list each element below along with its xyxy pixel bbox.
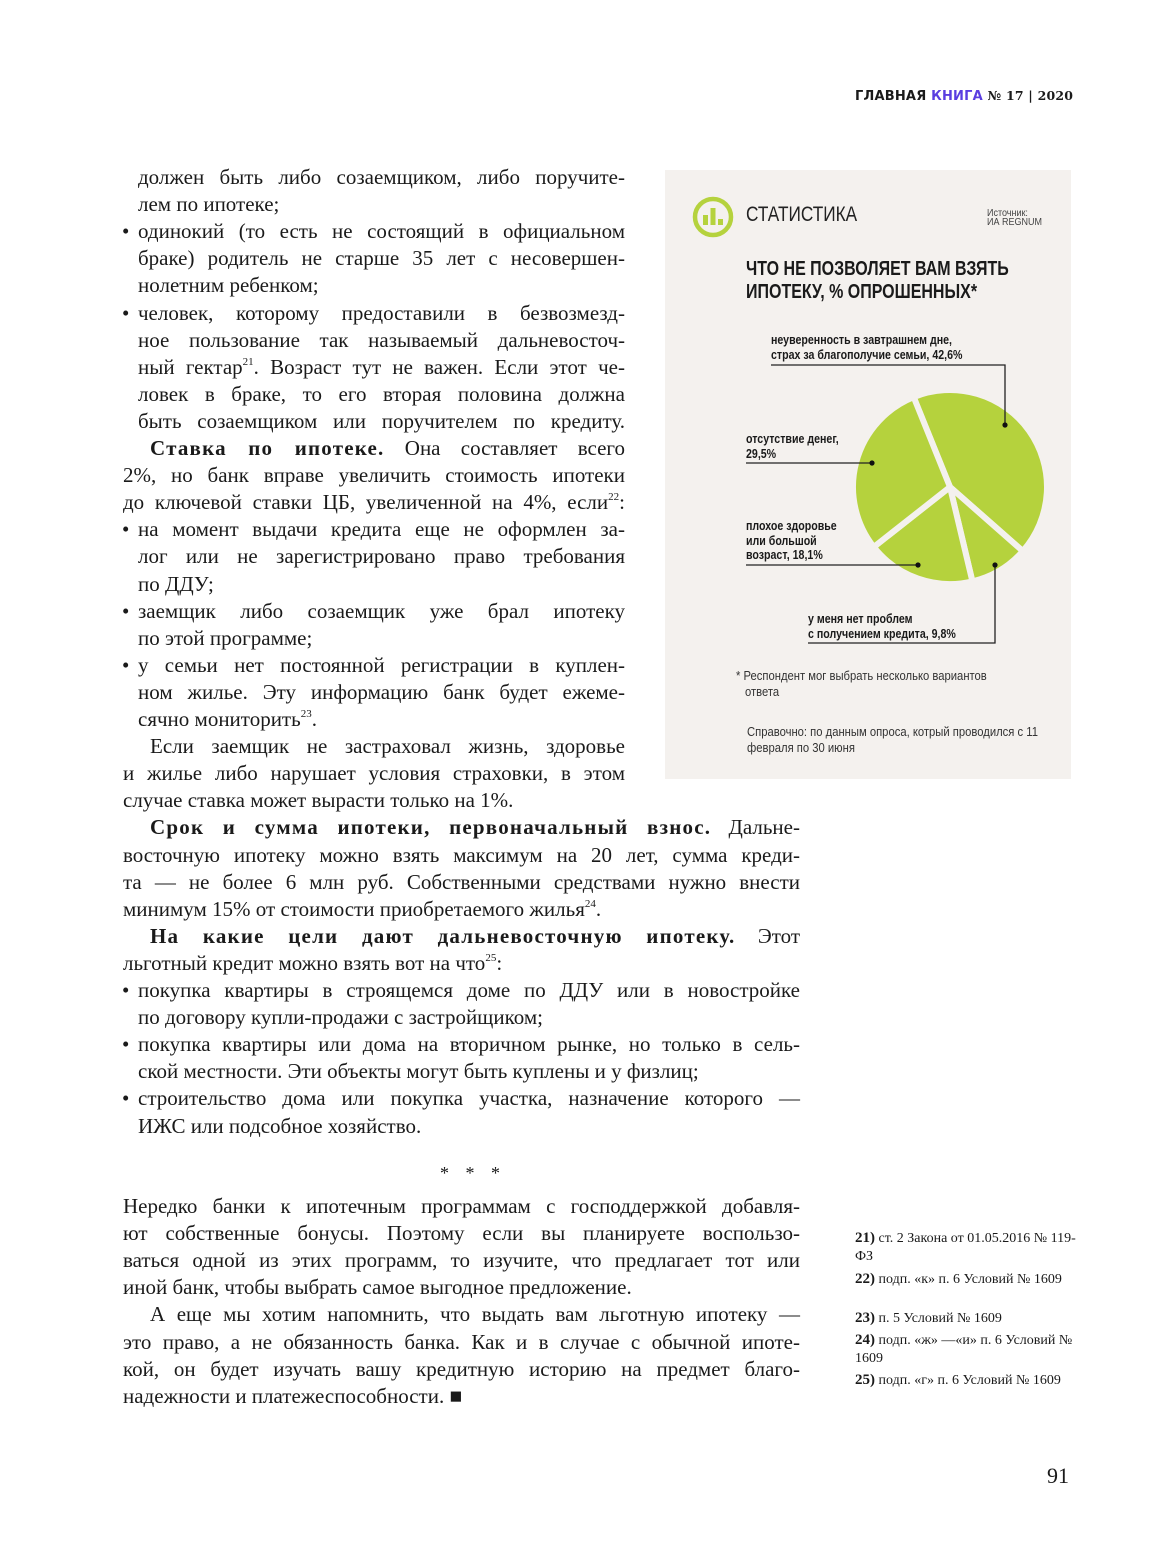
text-line [138, 977, 800, 1004]
text-line [138, 381, 625, 408]
issue-number: № 17 | 2020 [987, 88, 1074, 103]
footnote-text: подп. «ж» —«и» п. 6 Условий № 1609 [855, 1333, 1073, 1366]
text-line [138, 598, 625, 625]
text-run: и жилье либо нарушает условия страховки, в этом [123, 761, 625, 786]
bullet: • [122, 978, 130, 1002]
bullet: • [122, 300, 130, 325]
footnote-number: 24) [855, 1332, 875, 1348]
brand-part-1: ГЛАВНАЯ [855, 89, 927, 104]
pie-label-line: неуверенность в завтрашнем дне, [771, 333, 952, 347]
text-run: Этот [735, 923, 800, 948]
text-run: нолетним ребенком; [138, 273, 319, 298]
pie-label-line: страх за благополучие семьи, 42,6% [771, 347, 963, 362]
text-line [138, 408, 625, 435]
text-run: минимум 15% от стоимости приобретаемого жилья [123, 896, 585, 921]
text-line [138, 1085, 800, 1112]
text-run: ном жилье. Эту информацию банк будет ежеме- [138, 679, 625, 704]
text-run: у семьи нет постоянной регистрации в куплен- [138, 652, 625, 677]
text-run: строительство дома или покупка участка, назначение которого — [138, 1086, 800, 1111]
leader-dot-2 [992, 562, 997, 567]
text-run: та — не более 6 млн руб. Собственными средствами нужно внести [123, 869, 800, 894]
text-run: ской местности. Эти объекты могут быть куплены и у физлиц; [138, 1059, 699, 1084]
page-number: 91 [1047, 1463, 1069, 1488]
text-line [123, 760, 625, 787]
text-run: А еще мы хотим напомнить, что выдать вам льготную ипотеку — [150, 1302, 800, 1327]
text-run: ный гектар [138, 354, 243, 379]
text-run: . Возраст тут не важен. Если этот че- [253, 354, 625, 379]
text-line [150, 814, 800, 841]
respondent-footnote: * Респондент мог выбрать несколько вариантов ответа [736, 669, 987, 699]
bullet: • [122, 1032, 130, 1057]
stats-icon [695, 199, 731, 235]
text-line [138, 679, 625, 706]
text-run: браке) родитель не старше 35 лет с несовершен- [138, 246, 625, 271]
footnote-21 [855, 1229, 1080, 1266]
text-run: заемщик либо созаемщик уже брал ипотеку [138, 598, 625, 623]
leader-dot-1 [1002, 422, 1007, 427]
text-line [138, 300, 625, 327]
text-run: ют собственные бонусы. Поэтому если вы планируете воспользо- [123, 1221, 800, 1246]
section-separator: * * * [440, 1163, 506, 1183]
text-run: это право, а не обязанность банка. Как и в случае с обычной ипоте- [123, 1329, 800, 1354]
statistics-box [665, 170, 1071, 779]
leader-dot-4 [869, 460, 874, 465]
pie-label-line: отсутствие денег, [746, 432, 839, 446]
text-run: . [311, 707, 317, 731]
text-line [138, 706, 317, 733]
pie-label-line: возраст, 18,1% [746, 548, 823, 562]
text-line [123, 869, 800, 896]
run-in-heading: Срок и сумма ипотеки, первоначальный взнос. [150, 815, 712, 840]
text-line [138, 218, 625, 245]
survey-reference: Справочно: по данным опроса, котрый проводился с 11 февраля по 30 июня [747, 725, 1038, 755]
text-run: кой, он будет изучать вашу кредитную историю на предмет благо- [123, 1356, 800, 1381]
source-name: ИА REGNUM [987, 217, 1042, 228]
pie-label-line: или большой [746, 533, 817, 548]
bullet: • [122, 1086, 130, 1111]
text-line [123, 787, 513, 814]
text-line [138, 571, 214, 598]
pie-label-line: с получением кредита, 9,8% [808, 626, 956, 641]
text-line [138, 625, 312, 652]
text-line [138, 245, 625, 272]
footnote-text: п. 5 Условий № 1609 [878, 1311, 1002, 1326]
text-run: лог или не зарегистрировано право требования [138, 544, 625, 569]
text-line [138, 164, 625, 191]
footnote-ref[interactable]: 25 [485, 951, 497, 964]
bullet: • [122, 598, 130, 623]
text-run: быть созаемщиком или поручителем по кредиту. [138, 408, 625, 433]
text-run: : [496, 950, 503, 975]
footnote-text: подп. «к» п. 6 Условий № 1609 [878, 1272, 1062, 1287]
footnote-ref[interactable]: 23 [300, 708, 312, 720]
text-run: лем по ипотеке; [138, 192, 280, 217]
text-run: : [619, 490, 625, 515]
text-run: Она составляет всего [384, 436, 625, 460]
text-run: на момент выдачи кредита еще не оформлен за- [138, 517, 625, 542]
text-run: Нередко банки к ипотечным программам с господдержкой добавля- [123, 1194, 800, 1218]
footnote-ref[interactable]: 24 [584, 897, 596, 910]
footnote-text: подп. «г» п. 6 Условий № 1609 [878, 1373, 1061, 1388]
text-line [123, 489, 625, 516]
text-line [123, 1329, 800, 1356]
pie-label-line: у меня нет проблем [808, 612, 913, 626]
pie-label-line: плохое здоровье [746, 519, 837, 533]
text-run: одинокий (то есть не состоящий в официальном [138, 219, 625, 244]
text-line [123, 842, 800, 869]
pie-label-line: 29,5% [746, 446, 777, 461]
text-line [138, 1031, 800, 1058]
stats-heading: СТАТИСТИКА [746, 203, 858, 226]
source-label: Источник: [987, 208, 1028, 219]
text-line [150, 1301, 800, 1328]
text-run: Дальне- [711, 815, 800, 840]
text-line [138, 327, 625, 354]
footnote-23 [855, 1309, 1080, 1328]
text-run: до ключевой ставки ЦБ, увеличенной на 4%, если [123, 490, 609, 515]
footnote-number: 25) [855, 1372, 875, 1388]
text-run: иной банк, чтобы выбрать самое выгодное предложение. [123, 1275, 632, 1300]
text-line [123, 1356, 800, 1383]
text-run: ваться одной из этих программ, то изучите, что предлагает тот или [123, 1248, 800, 1273]
chart-title: ЧТО НЕ ПОЗВОЛЯЕТ ВАМ ВЗЯТЬ ИПОТЕКУ, % ОПРОШЕННЫХ* [746, 258, 1009, 303]
text-run: 2%, но банк вправе увеличить стоимость ипотеки [123, 463, 625, 488]
text-line [138, 652, 625, 679]
footnote-ref[interactable]: 21 [242, 355, 254, 368]
text-run: ное пользование так называемый дальневосточ- [138, 327, 625, 352]
footnote-24 [855, 1331, 1080, 1368]
text-line [138, 1004, 543, 1031]
text-run: по ДДУ; [138, 571, 214, 596]
footnote-number: 22) [855, 1271, 875, 1287]
pie-chart [853, 390, 1047, 584]
text-line [138, 1113, 421, 1140]
text-run: сячно мониторить [138, 707, 301, 731]
stats-source [987, 209, 1042, 227]
text-line [123, 950, 502, 977]
pie-label-4 [746, 432, 839, 461]
text-run: по договору купли-продажи с застройщиком; [138, 1005, 543, 1030]
text-run: должен быть либо созаемщиком, либо поручите- [138, 165, 625, 189]
text-run: по этой программе; [138, 625, 313, 650]
text-line [123, 896, 601, 923]
pie-label-2 [808, 612, 956, 641]
text-line [138, 516, 625, 543]
pie-label-1 [771, 333, 962, 362]
text-line [123, 1274, 632, 1301]
footnote-25 [855, 1371, 1080, 1390]
text-line [138, 354, 625, 381]
footnote-text: ст. 2 Закона от 01.05.2016 № 119-ФЗ [855, 1231, 1076, 1264]
text-line [123, 1193, 800, 1220]
text-run: надежности и платежеспособности. ■ [123, 1383, 463, 1408]
text-line [123, 1247, 800, 1274]
text-run: Если заемщик не застраховал жизнь, здоровье [150, 734, 625, 759]
footnote-22 [855, 1270, 1080, 1289]
footnote-number: 21) [855, 1230, 875, 1246]
pie-label-3 [746, 519, 837, 563]
text-run: покупка квартиры или дома на вторичном рынке, но только в сель- [138, 1032, 800, 1057]
text-run: льготный кредит можно взять вот на что [123, 950, 486, 975]
text-line [123, 1383, 462, 1410]
brand-part-2: КНИГА [931, 89, 983, 104]
text-line [138, 543, 625, 570]
text-line [150, 923, 800, 950]
run-in-heading: На какие цели дают дальневосточную ипотеку. [150, 923, 736, 948]
text-run: случае ставка может вырасти только на 1%. [123, 788, 514, 813]
bullet: • [122, 652, 130, 677]
running-header [855, 88, 1073, 104]
footnote-number: 23) [855, 1310, 875, 1326]
text-line [123, 462, 625, 489]
text-line [138, 272, 319, 299]
leader-dot-3 [915, 562, 920, 567]
text-run: человек, которому предоставили в безвозмезд- [138, 300, 625, 325]
text-line [150, 435, 625, 462]
footnote-ref[interactable]: 22 [608, 491, 620, 504]
text-line [138, 191, 279, 218]
text-line [123, 1220, 800, 1247]
text-run: ИЖС или подсобное хозяйство. [138, 1113, 422, 1138]
run-in-heading: Ставка по ипотеке. [150, 436, 385, 460]
text-run: восточную ипотеку можно взять максимум на 20 лет, сумма креди- [123, 842, 800, 867]
text-run: покупка квартиры в строящемся доме по ДДУ или в новостройке [138, 978, 800, 1002]
text-run: . [595, 896, 602, 921]
bullet: • [122, 219, 130, 244]
bullet: • [122, 517, 130, 542]
text-run: ловек в браке, то его вторая половина должна [138, 381, 625, 406]
text-line [150, 733, 625, 760]
text-line [138, 1058, 699, 1085]
